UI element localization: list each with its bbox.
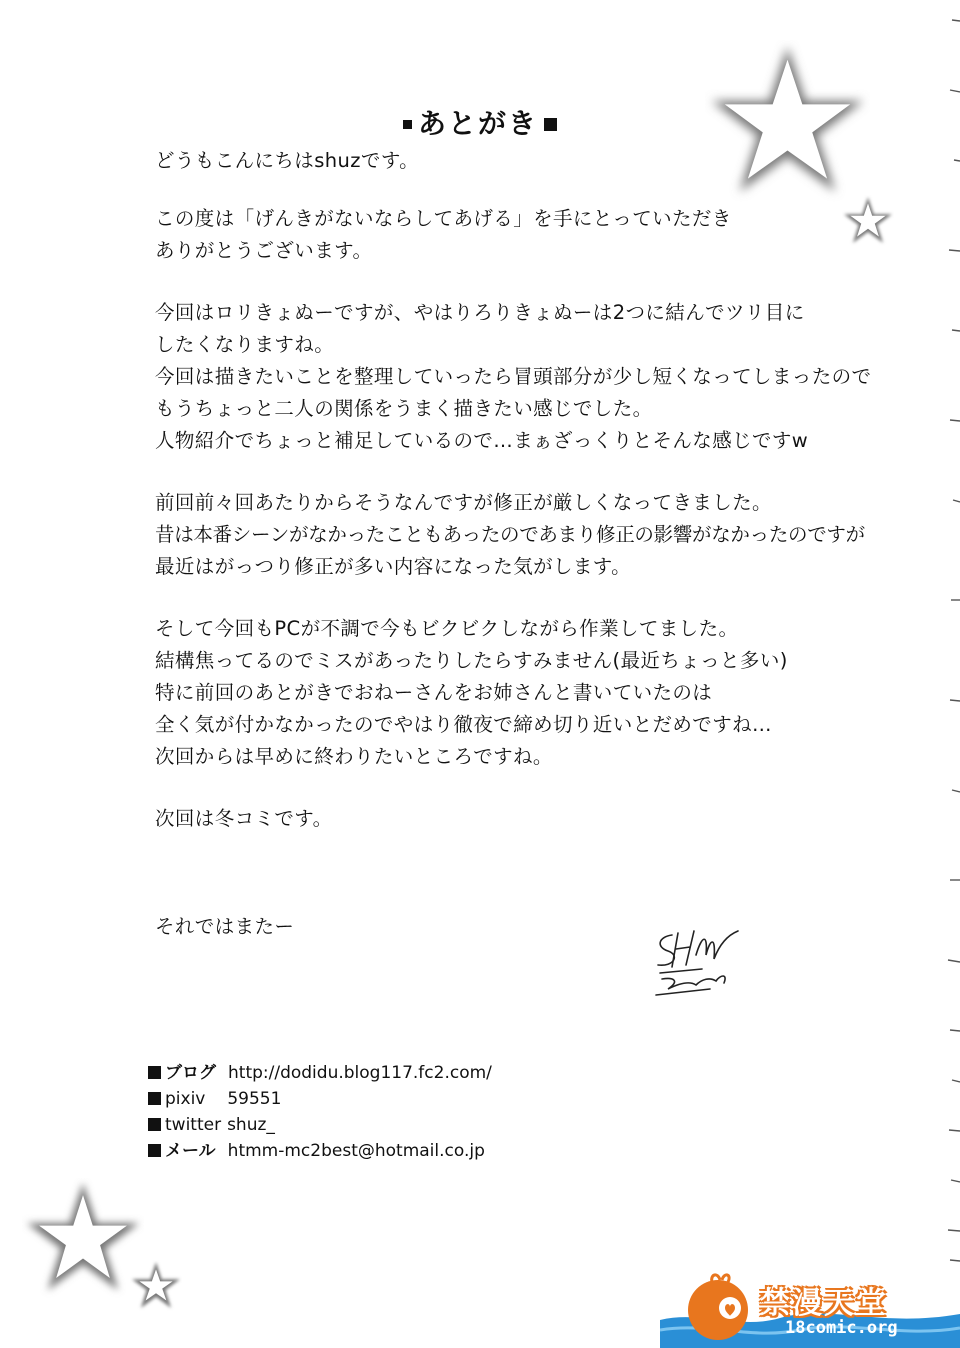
body-line: この度は「げんきがないならしてあげる」を手にとっていただき: [155, 207, 732, 230]
twitter-id: shuz_: [227, 1115, 275, 1135]
watermark-name: 禁漫天堂: [760, 1286, 888, 1321]
body-line: 特に前回のあとがきでおねーさんをお姉さんと書いていたのは: [155, 681, 713, 704]
body-line: 前回前々回あたりからそうなんですが修正が厳しくなってきました。: [155, 491, 772, 514]
body-line: 最近はがっつり修正が多い内容になった気がします。: [155, 555, 632, 578]
blog-row: [148, 1060, 648, 1086]
pixiv-row: [148, 1086, 648, 1112]
body-line: したくなりますね。: [155, 333, 335, 356]
title-square-left-icon: [403, 120, 412, 129]
page-title-text: あとがき: [417, 107, 538, 140]
twitter-row: [148, 1112, 648, 1138]
body-line: そして今回もPCが不調で今もビクビクしながら作業してました。: [155, 617, 739, 640]
body-line: それではまたー: [155, 915, 295, 938]
page-title: [0, 102, 960, 142]
watermark-logo: [660, 1270, 960, 1348]
star-bottom-small-icon: [130, 1260, 182, 1312]
title-square-right-icon: [544, 118, 557, 131]
signature-icon: [650, 925, 760, 1005]
pixiv-label: pixiv: [165, 1089, 206, 1109]
star-bottom-left-icon: [22, 1178, 144, 1300]
blog-url[interactable]: http://dodidu.blog117.fc2.com/: [228, 1063, 492, 1083]
body-line: 昔は本番シーンがなかったこともあったのであまり修正の影響がなかったのですが: [155, 523, 865, 546]
body-line: もうちょっと二人の関係をうまく描きたい感じでした。: [155, 397, 653, 420]
body-line: 人物紹介でちょっと補足しているので…まぁざっくりとそんな感じですw: [155, 429, 809, 452]
afterword-body: [155, 148, 925, 940]
bullet-square-icon: [148, 1144, 161, 1157]
body-line: 次回からは早めに終わりたいところですね。: [155, 745, 553, 768]
body-line: どうもこんにちはshuzです。: [155, 149, 420, 172]
mail-row: [148, 1138, 648, 1164]
bullet-square-icon: [148, 1066, 161, 1079]
mail-address[interactable]: htmm-mc2best@hotmail.co.jp: [227, 1141, 485, 1161]
watermark-url: 18comic.org: [785, 1318, 898, 1338]
body-line: 次回は冬コミです。: [155, 807, 333, 830]
body-line: ありがとうございます。: [155, 239, 373, 262]
body-line: 全く気が付かなかったのでやはり徹夜で締め切り近いとだめですね…: [155, 713, 772, 736]
twitter-label: twitter: [165, 1115, 222, 1135]
mail-label: メール: [165, 1141, 216, 1161]
pixiv-id: 59551: [227, 1089, 282, 1109]
contact-links: [148, 1060, 648, 1164]
page-edge-marks: [930, 0, 960, 1348]
bullet-square-icon: [148, 1092, 161, 1105]
blog-label: ブログ: [165, 1063, 216, 1083]
bullet-square-icon: [148, 1118, 161, 1131]
body-line: 結構焦ってるのでミスがあったりしたらすみません(最近ちょっと多い): [155, 649, 788, 672]
body-line: 今回は描きたいことを整理していったら冒頭部分が少し短くなってしまったので: [155, 365, 872, 388]
body-line: 今回はロリきょぬーですが、やはりろりきょぬーは2つに結んでツリ目に: [155, 301, 805, 324]
